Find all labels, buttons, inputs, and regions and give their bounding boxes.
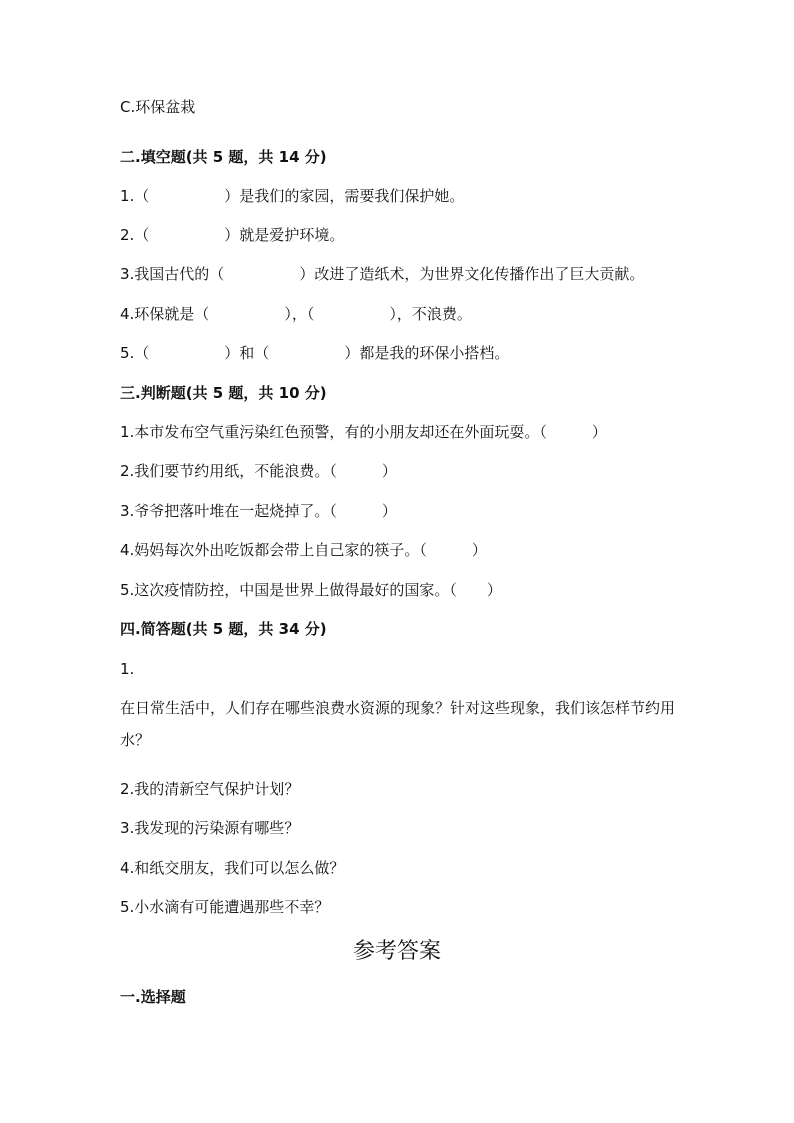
option-c: C.环保盆栽 xyxy=(120,98,196,116)
answers-section-choice: 一.选择题 xyxy=(120,988,186,1006)
answers-title: 参考答案 xyxy=(352,939,441,964)
fill-question-3: 3.我国古代的（ ）改进了造纸术，为世界文化传播作出了巨大贡献。 xyxy=(120,265,645,283)
fill-question-4: 4.环保就是（ ），（ ），不浪费。 xyxy=(120,305,472,323)
short-question-5: 5.小水滴有可能遭遇那些不幸？ xyxy=(120,898,330,916)
judge-question-3: 3.爷爷把落叶堆在一起烧掉了。（ ） xyxy=(120,502,397,520)
judge-question-2: 2.我们要节约用纸，不能浪费。（ ） xyxy=(120,462,397,480)
judge-question-5: 5.这次疫情防控，中国是世界上做得最好的国家。（ ） xyxy=(120,581,502,599)
short-question-1: 在日常生活中，人们存在哪些浪费水资源的现象？针对这些现象，我们该怎样节约用水？ xyxy=(120,699,676,749)
judge-question-4: 4.妈妈每次外出吃饭都会带上自己家的筷子。（ ） xyxy=(120,541,487,559)
judge-question-1: 1.本市发布空气重污染红色预警，有的小朋友却还在外面玩耍。（ ） xyxy=(120,423,607,441)
fill-question-5: 5.（ ）和（ ）都是我的环保小搭档。 xyxy=(120,344,510,362)
short-question-4: 4.和纸交朋友，我们可以怎么做？ xyxy=(120,859,345,877)
short-question-3: 3.我发现的污染源有哪些？ xyxy=(120,819,300,837)
section-heading-fill-in: 二.填空题(共 5 题，共 14 分) xyxy=(120,148,327,166)
section-heading-judge: 三.判断题(共 5 题，共 10 分) xyxy=(120,384,327,402)
fill-question-1: 1.（ ）是我们的家园，需要我们保护她。 xyxy=(120,187,465,205)
short-question-2: 2.我的清新空气保护计划？ xyxy=(120,780,300,798)
section-heading-short-answer: 四.简答题(共 5 题，共 34 分) xyxy=(120,620,327,638)
fill-question-2: 2.（ ）就是爱护环境。 xyxy=(120,226,345,244)
short-question-1-number: 1. xyxy=(120,660,135,678)
